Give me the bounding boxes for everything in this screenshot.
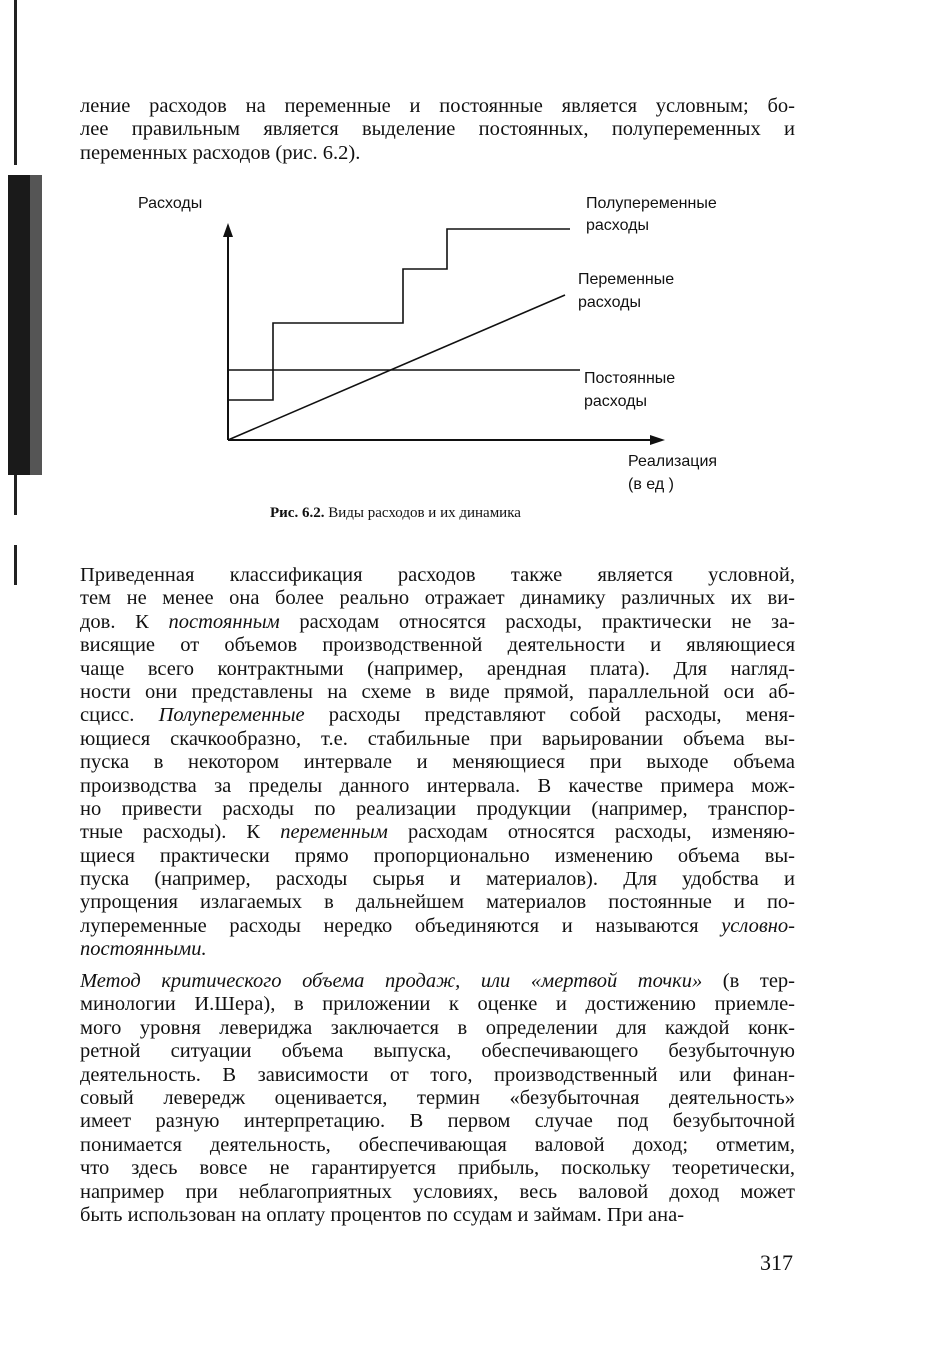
italic-term: условно- (721, 914, 795, 937)
text-segment: например при неблагоприятных условиях, весь валовой доход может (80, 1180, 795, 1203)
text-line (80, 751, 795, 774)
text-line (80, 775, 795, 798)
semi-variable-label-2: расходы (586, 217, 649, 234)
text-line (80, 1017, 795, 1040)
text-segment: ретной ситуации объема выпуска, обеспечивающего безубыточную (80, 1040, 795, 1063)
caption-number: Рис. 6.2. (270, 505, 325, 521)
text-segment: пуска (например, расходы сырья и материалов). Для удобства и (80, 868, 795, 891)
variable-label-2: расходы (578, 294, 641, 311)
text-segment: щиеся практически прямо пропорционально изменению объема вы- (80, 844, 795, 867)
variable-label-1: Переменные (578, 271, 675, 288)
text-line (80, 798, 795, 821)
body-paragraph-1 (80, 564, 795, 962)
text-line (80, 1157, 795, 1180)
text-line (80, 564, 795, 587)
text-segment: ности они представлены на схеме в виде прямой, параллельной оси аб- (80, 680, 795, 703)
text-segment: быть использован на оплату процентов по ссудам и займам. При ана- (80, 1203, 685, 1226)
text-line (80, 821, 795, 844)
fixed-label-1: Постоянные (584, 370, 676, 387)
text-line (80, 704, 795, 727)
text-line (80, 634, 795, 657)
text-segment: минологии И.Шера), в приложении к оценке и достижению приемле- (80, 993, 795, 1016)
text-segment: расходам относятся расходы, практически не за- (279, 610, 795, 633)
caption-text: Виды расходов и их динамика (324, 505, 521, 521)
figure-caption (270, 505, 521, 522)
cost-types-diagram (120, 185, 760, 505)
body-paragraph-2 (80, 970, 795, 1227)
text-line (80, 587, 795, 610)
text-line (80, 1064, 795, 1087)
scan-edge-artifact (0, 0, 60, 1350)
italic-term: переменным (280, 821, 388, 844)
y-axis-arrow (223, 223, 233, 237)
text-segment: тем не менее она более реально отражает динамику различных их ви- (80, 587, 795, 610)
text-segment: чаще всего контрактными (например, арендная плата). Для нагляд- (80, 657, 795, 680)
text-line (80, 658, 795, 681)
text-line (80, 1204, 795, 1227)
x-axis-arrow (650, 435, 665, 445)
text-segment: имеет разную интерпретацию. В первом случае под безубыточной (80, 1110, 795, 1133)
text-line (80, 1181, 795, 1204)
text-line (80, 993, 795, 1016)
semi-variable-label-1: Полупеременные (586, 195, 717, 212)
page-number: 317 (760, 1250, 793, 1275)
text-segment: лупеременные расходы нередко объединяются и называются (80, 914, 722, 937)
text-line (80, 681, 795, 704)
text-line (80, 1134, 795, 1157)
text-line (80, 611, 795, 634)
text-segment: Приведенная классификация расходов также является условной, (80, 564, 795, 586)
text-segment: пуска в некотором интервале и меняющиеся при выходе объема (80, 751, 795, 774)
intro-paragraph (80, 95, 795, 165)
italic-term: постоянными. (80, 938, 207, 961)
fixed-label-2: расходы (584, 393, 647, 410)
text-line (80, 1110, 795, 1133)
text-line (80, 938, 795, 961)
text-segment: мого уровня левериджа заключается в определении для каждой конк- (80, 1016, 795, 1039)
text-segment: упрощения излагаемых в дальнейшем материалов постоянные и по- (80, 891, 795, 914)
text-segment: сцисс. (80, 704, 159, 727)
x-axis-label-2: (в ед ) (628, 476, 674, 493)
text-line (80, 915, 795, 938)
italic-term: постоянным (168, 610, 280, 633)
text-segment: что здесь вовсе не гарантируется прибыль, поскольку теоретически, (80, 1157, 795, 1180)
text-segment: понимается деятельность, обеспечивающая валовой доход; отметим, (80, 1133, 795, 1156)
text-segment: (в тер- (702, 970, 795, 992)
text-line: лее правильным является выделение постоянных, полупеременных и (80, 118, 795, 141)
italic-term: Метод критического объема продаж, или «мертвой точки» (80, 970, 703, 992)
text-line (80, 1087, 795, 1110)
text-line: переменных расходов (рис. 6.2). (80, 141, 361, 164)
text-segment: расходы представляют собой расходы, меня- (304, 704, 795, 727)
y-axis-label: Расходы (138, 195, 203, 212)
text-line (80, 970, 795, 993)
text-segment: висящие от объемов производственной деятельности и являющиеся (80, 634, 795, 657)
text-segment: совый левередж оценивается, термин «безубыточная деятельность» (80, 1086, 795, 1109)
text-line (80, 891, 795, 914)
text-line (80, 728, 795, 751)
text-segment: тные расходы). К (80, 821, 281, 844)
text-segment: расходам относятся расходы, изменяю- (387, 821, 795, 844)
text-segment: ющиеся скачкообразно, т.е. стабильные при варьировании объема вы- (80, 727, 795, 750)
text-line: ление расходов на переменные и постоянные является условным; бо- (80, 95, 795, 117)
variable-costs-line (228, 295, 565, 440)
x-axis-label-1: Реализация (628, 453, 718, 470)
text-segment: деятельность. В зависимости от того, производственный или финан- (80, 1063, 795, 1086)
text-segment: дов. К (80, 610, 169, 633)
italic-term: Полупеременные (158, 704, 305, 727)
text-line (80, 1040, 795, 1063)
text-segment: но привести расходы по реализации продукции (например, транспор- (80, 797, 795, 820)
text-line (80, 868, 795, 891)
text-segment: производства за пределы данного интервала. В качестве примера мож- (80, 774, 795, 797)
text-line (80, 845, 795, 868)
